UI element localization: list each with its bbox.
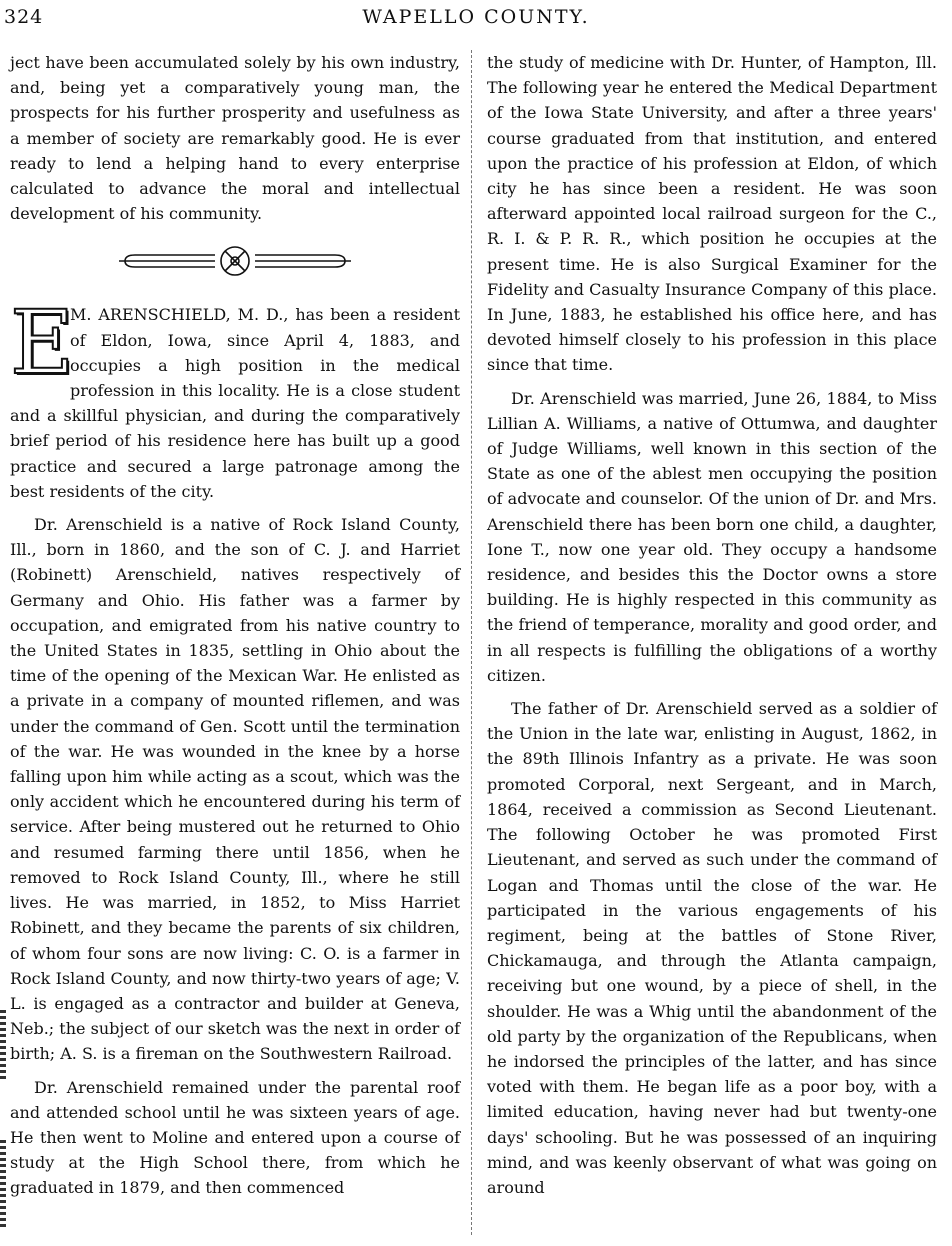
binding-mark	[0, 1140, 6, 1230]
binding-mark	[0, 1010, 6, 1080]
section-divider-ornament	[10, 226, 460, 296]
education-paragraph: Dr. Arenschield remained under the parental roof and attended school until he was sixteen years of age. He then went to Moline and entered upon a course of study at the High School there, from which he graduated in 1879, and then commenced	[10, 1077, 460, 1198]
page-number: 324	[4, 6, 44, 28]
biography-intro-text: M. ARENSCHIELD, M. D., has been a resident of Eldon, Iowa, since April 4, 1883, and occupies a high position in the medical profession in this locality. He is a close student and a skillful physician, and during the comparatively brief period of his residence here has built up a good practice and secured a large patronage among the best residents of the city.	[10, 305, 460, 501]
page-header	[0, 4, 952, 34]
running-head: WAPELLO COUNTY.	[362, 6, 590, 28]
ornament-icon	[115, 241, 355, 281]
right-column	[487, 50, 937, 1200]
continuation-paragraph: ject have been accumulated solely by his own industry, and, being yet a comparatively young man, the prospects for his further prosperity and usefulness as a member of society are remarkably good. He is ever ready to lend a helping hand to every enterprise calculated to advance the moral and intellectual development of his community.	[10, 53, 460, 224]
column-divider	[471, 50, 472, 1235]
medical-career-paragraph: the study of medicine with Dr. Hunter, of Hampton, Ill. The following year he entered the Medical Department of the Iowa State University, and after a three years' course graduated from that institution, and entered upon the practice of his profession at Eldon, of which city he has since been a resident. He was soon afterward appointed local railroad surgeon for the C., R. I. & P. R. R., which position he occupies at the present time. He is also Surgical Examiner for the Fidelity and Casualty Insurance Company of this place. In June, 1883, he established his office here, and has devoted himself closely to his profession in this place since that time.	[487, 53, 937, 375]
left-column	[10, 50, 460, 1201]
biography-intro-paragraph	[10, 291, 460, 504]
drop-cap-letter: E	[10, 291, 75, 395]
father-service-paragraph: The father of Dr. Arenschield served as a soldier of the Union in the late war, enlisting in August, 1862, in the 89th Illinois Infantry as a private. He was soon promoted Corporal, next Sergeant, and in March, 1864, received a commission as Second Lieutenant. The following October he was promoted First Lieutenant, and served as such under the command of Logan and Thomas until the close of the war. He participated in the various engagements of his regiment, being at the battles of Stone River, Chickamauga, and through the Atlanta campaign, receiving but one wound, by a piece of shell, in the shoulder. He was a Whig until the abandonment of the old party by the organization of the Republicans, when he indorsed the principles of the latter, and has since voted with them. He began life as a poor boy, with a limited education, having never had but twenty-one days' schooling. But he was possessed of an inquiring mind, and was keenly observant of what was going on around	[487, 699, 937, 1197]
marriage-paragraph: Dr. Arenschield was married, June 26, 1884, to Miss Lillian A. Williams, a native of Ottumwa, and daughter of Judge Williams, well known in this section of the State as one of the ablest men occupying the position of advocate and counselor. Of the union of Dr. and Mrs. Arenschield there has been born one child, a daughter, Ione T., now one year old. They occupy a handsome residence, and besides this the Doctor owns a store building. He is highly respected in this community as the friend of temperance, morality and good order, and in all respects is fulfilling the obligations of a worthy citizen.	[487, 388, 937, 685]
family-history-paragraph: Dr. Arenschield is a native of Rock Island County, Ill., born in 1860, and the son of C. J. and Harriet (Robinett) Arenschield, natives respectively of Germany and Ohio. His father was a farmer by occupation, and emigrated from his native country to the United States in 1835, settling in Ohio about the time of the opening of the Mexican War. He enlisted as a private in a company of mounted riflemen, and was under the command of Gen. Scott until the termination of the war. He was wounded in the knee by a horse falling upon him while acting as a scout, which was the only accident which he encountered during his term of service. After being mustered out he returned to Ohio and resumed farming there until 1856, when he removed to Rock Island County, Ill., where he still lives. He was married, in 1852, to Miss Harriet Robinett, and they became the parents of six children, of whom four sons are now living: C. O. is a farmer in Rock Island County, and now thirty-two years of age; V. L. is engaged as a contractor and builder at Geneva, Neb.; the subject of our sketch was the next in order of birth; A. S. is a fireman on the Southwestern Railroad.	[10, 515, 460, 1064]
